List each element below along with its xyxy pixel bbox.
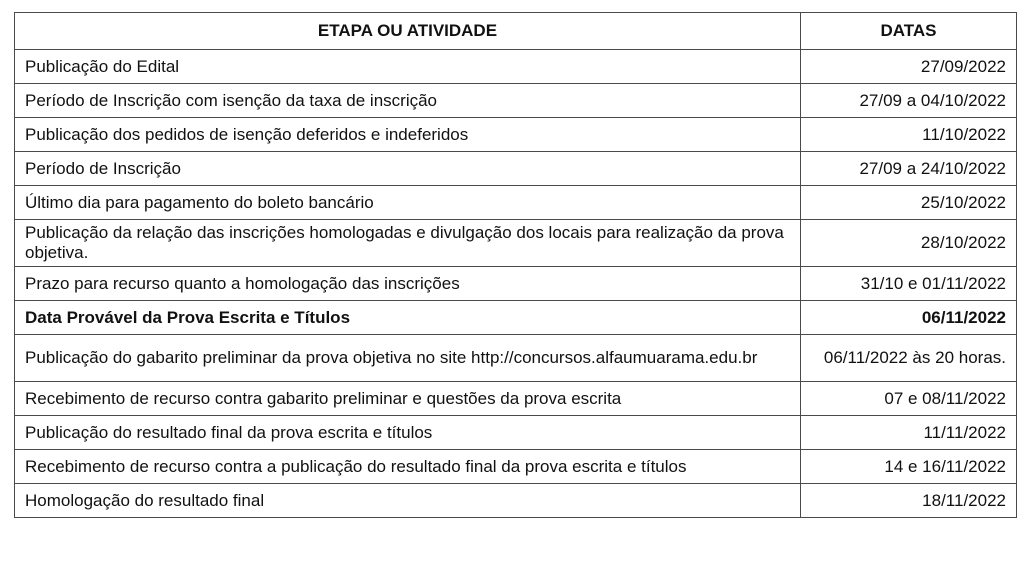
table-row	[15, 118, 1017, 152]
column-header-activity: ETAPA OU ATIVIDADE	[15, 13, 801, 50]
table-row	[15, 301, 1017, 335]
table-row	[15, 152, 1017, 186]
table-row	[15, 84, 1017, 118]
date-cell: 11/10/2022	[801, 118, 1017, 152]
date-cell: 31/10 e 01/11/2022	[801, 267, 1017, 301]
table-row	[15, 220, 1017, 267]
table-row	[15, 267, 1017, 301]
table-row	[15, 416, 1017, 450]
activity-cell: Período de Inscrição com isenção da taxa de inscrição	[15, 84, 801, 118]
table-row	[15, 450, 1017, 484]
activity-cell: Publicação dos pedidos de isenção deferidos e indeferidos	[15, 118, 801, 152]
date-cell: 06/11/2022 às 20 horas.	[801, 335, 1017, 382]
table-row	[15, 50, 1017, 84]
table-row	[15, 335, 1017, 382]
activity-cell: Último dia para pagamento do boleto bancário	[15, 186, 801, 220]
date-cell: 11/11/2022	[801, 416, 1017, 450]
activity-cell: Data Provável da Prova Escrita e Títulos	[15, 301, 801, 335]
activity-cell: Publicação do resultado final da prova escrita e títulos	[15, 416, 801, 450]
date-cell: 25/10/2022	[801, 186, 1017, 220]
date-cell: 27/09/2022	[801, 50, 1017, 84]
date-cell: 18/11/2022	[801, 484, 1017, 518]
date-cell: 27/09 a 24/10/2022	[801, 152, 1017, 186]
activity-cell: Recebimento de recurso contra a publicação do resultado final da prova escrita e títulos	[15, 450, 801, 484]
date-cell: 06/11/2022	[801, 301, 1017, 335]
column-header-dates: DATAS	[801, 13, 1017, 50]
date-cell: 27/09 a 04/10/2022	[801, 84, 1017, 118]
date-cell: 28/10/2022	[801, 220, 1017, 267]
schedule-table	[14, 12, 1017, 518]
activity-cell: Prazo para recurso quanto a homologação das inscrições	[15, 267, 801, 301]
date-cell: 14 e 16/11/2022	[801, 450, 1017, 484]
activity-cell: Publicação do gabarito preliminar da prova objetiva no site http://concursos.alfaumuarama.edu.br	[15, 335, 801, 382]
activity-cell: Período de Inscrição	[15, 152, 801, 186]
activity-cell: Publicação do Edital	[15, 50, 801, 84]
activity-cell: Publicação da relação das inscrições homologadas e divulgação dos locais para realização da prova objetiva.	[15, 220, 801, 267]
activity-cell: Homologação do resultado final	[15, 484, 801, 518]
table-header-row	[15, 13, 1017, 50]
table-row	[15, 382, 1017, 416]
table-row	[15, 186, 1017, 220]
table-row	[15, 484, 1017, 518]
date-cell: 07 e 08/11/2022	[801, 382, 1017, 416]
activity-cell: Recebimento de recurso contra gabarito preliminar e questões da prova escrita	[15, 382, 801, 416]
